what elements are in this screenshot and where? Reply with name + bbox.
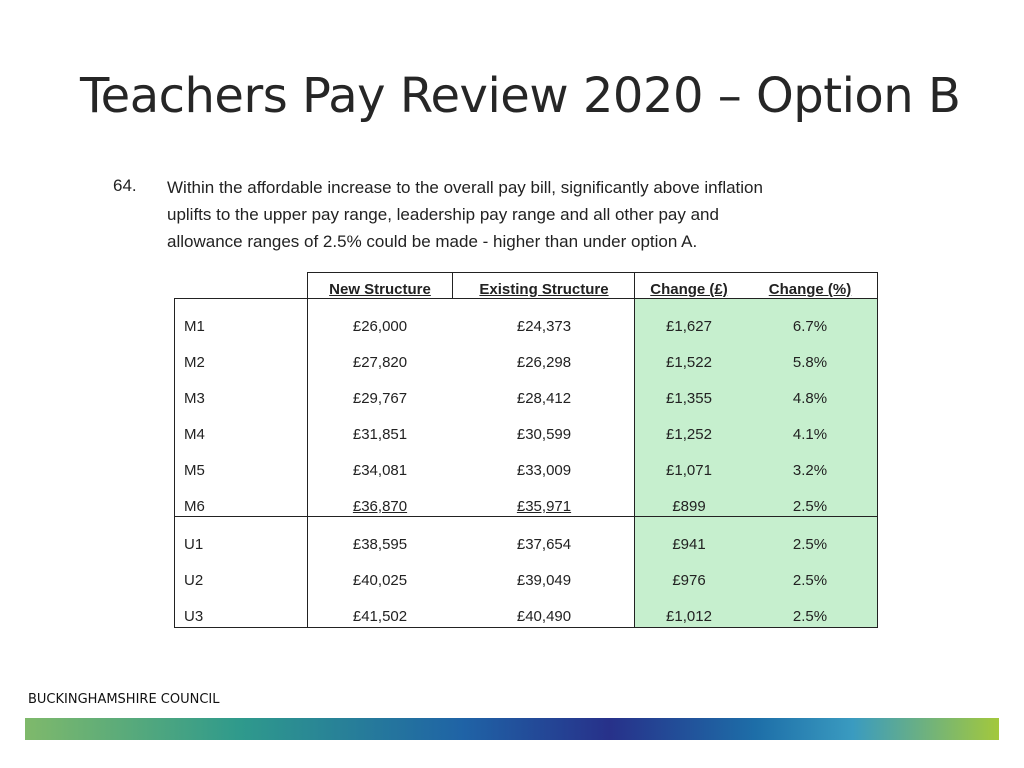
- table-row: [174, 490, 878, 526]
- change-gbp-cell: £899: [672, 498, 706, 515]
- table-border: [174, 298, 878, 299]
- paragraph-line: allowance ranges of 2.5% could be made - higher than under option A.: [167, 232, 698, 251]
- change-pct-cell: 2.5%: [792, 498, 828, 515]
- new-structure-cell: £38,595: [352, 536, 408, 553]
- existing-structure-cell: £24,373: [516, 318, 572, 335]
- new-structure-cell: £34,081: [352, 462, 408, 479]
- change-pct-cell: 2.5%: [792, 608, 828, 625]
- change-gbp-cell: £941: [672, 536, 706, 553]
- change-gbp-cell: £1,071: [666, 462, 712, 479]
- paragraph-line: uplifts to the upper pay range, leadership pay range and all other pay and: [167, 205, 719, 224]
- new-structure-cell: £40,025: [352, 572, 408, 589]
- new-structure-cell: £27,820: [352, 354, 408, 371]
- change-pct-cell: 5.8%: [792, 354, 828, 371]
- grade-cell: M1: [184, 318, 205, 335]
- header-change-gbp: Change (£): [650, 281, 728, 298]
- change-gbp-cell: £1,012: [666, 608, 712, 625]
- new-structure-cell: £26,000: [352, 318, 408, 335]
- table-row: [174, 600, 878, 636]
- table-row: [174, 310, 878, 346]
- table-row: [174, 528, 878, 564]
- existing-structure-cell: £30,599: [516, 426, 572, 443]
- table-row: [174, 346, 878, 382]
- change-gbp-cell: £1,252: [666, 426, 712, 443]
- table-row: [174, 418, 878, 454]
- grade-cell: U2: [184, 572, 204, 589]
- grade-cell: M2: [184, 354, 205, 371]
- change-gbp-cell: £976: [672, 572, 706, 589]
- grade-cell: M5: [184, 462, 205, 479]
- existing-structure-cell: £33,009: [516, 462, 572, 479]
- change-gbp-cell: £1,522: [666, 354, 712, 371]
- table-row: [174, 564, 878, 600]
- grade-cell: M4: [184, 426, 205, 443]
- grade-cell: U3: [184, 608, 204, 625]
- header-existing-structure: Existing Structure: [479, 281, 609, 298]
- new-structure-cell: £41,502: [352, 608, 408, 625]
- grade-cell: M3: [184, 390, 205, 407]
- existing-structure-cell: £35,971: [516, 498, 572, 515]
- grade-cell: M6: [184, 498, 205, 515]
- table-row: [174, 382, 878, 418]
- change-pct-cell: 2.5%: [792, 536, 828, 553]
- change-gbp-cell: £1,627: [666, 318, 712, 335]
- change-pct-cell: 4.8%: [792, 390, 828, 407]
- change-pct-cell: 3.2%: [792, 462, 828, 479]
- table-row: [174, 454, 878, 490]
- paragraph-line: Within the affordable increase to the overall pay bill, significantly above inflation: [167, 178, 763, 197]
- slide-title: Teachers Pay Review 2020 – Option B: [80, 68, 961, 124]
- existing-structure-cell: £40,490: [516, 608, 572, 625]
- change-pct-cell: 6.7%: [792, 318, 828, 335]
- table-border: [307, 272, 878, 273]
- change-pct-cell: 2.5%: [792, 572, 828, 589]
- header-new-structure: New Structure: [329, 281, 431, 298]
- existing-structure-cell: £26,298: [516, 354, 572, 371]
- paragraph-number: 64.: [113, 176, 137, 195]
- change-pct-cell: 4.1%: [792, 426, 828, 443]
- grade-cell: U1: [184, 536, 204, 553]
- table-border: [452, 272, 453, 298]
- new-structure-cell: £31,851: [352, 426, 408, 443]
- existing-structure-cell: £39,049: [516, 572, 572, 589]
- existing-structure-cell: £28,412: [516, 390, 572, 407]
- paragraph-text: [167, 174, 907, 255]
- existing-structure-cell: £37,654: [516, 536, 572, 553]
- footer-gradient-bar: [25, 718, 999, 740]
- new-structure-cell: £36,870: [352, 498, 408, 515]
- change-gbp-cell: £1,355: [666, 390, 712, 407]
- footer-organisation: BUCKINGHAMSHIRE COUNCIL: [28, 692, 220, 707]
- new-structure-cell: £29,767: [352, 390, 408, 407]
- header-change-pct: Change (%): [768, 281, 852, 298]
